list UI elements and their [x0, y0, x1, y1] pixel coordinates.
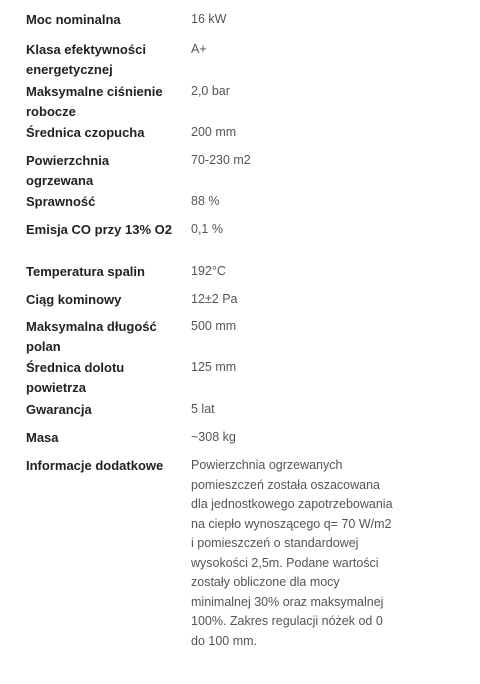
spec-value: 2,0 bar: [191, 84, 230, 98]
spec-value: ~308 kg: [191, 430, 236, 444]
spec-label: Średnica dolotu powietrza: [26, 360, 125, 395]
spec-value: 88 %: [191, 194, 220, 208]
spec-value: A+: [191, 42, 207, 56]
spec-label: Emisja CO przy 13% O2: [26, 222, 172, 237]
spec-value: 12±2 Pa: [191, 292, 238, 306]
spec-label: Masa: [26, 430, 59, 445]
spec-label: Średnica czopucha: [26, 125, 145, 140]
spec-label: Klasa efektywności energetycznej: [26, 42, 146, 77]
spec-value: Powierzchnia ogrzewanych pomieszczeń została oszacowana dla jednostkowego zapotrzebowania na ciepło wynoszącego q= 70 W/m2 i pomieszczeń o standardowej wysokości 2,5m. Podane wartości zostały obliczone dla mocy minimalnej 30% oraz maksymalnej 100%. Zakres regulacji nóżek od 0 do 100 mm.: [191, 458, 393, 648]
spec-value: 5 lat: [191, 402, 215, 416]
spec-label: Informacje dodatkowe: [26, 458, 164, 473]
spec-value: 0,1 %: [191, 222, 223, 236]
spec-value: 16 kW: [191, 12, 227, 26]
spec-label: Sprawność: [26, 194, 96, 209]
spec-value: 70-230 m2: [191, 153, 251, 167]
spec-label: Moc nominalna: [26, 12, 121, 27]
spec-value: 125 mm: [191, 360, 237, 374]
spec-value: 200 mm: [191, 125, 237, 139]
spec-label: Maksymalne ciśnienie robocze: [26, 84, 163, 119]
spec-value: 192°C: [191, 264, 226, 278]
spec-label: Gwarancja: [26, 402, 92, 417]
spec-label: Temperatura spalin: [26, 264, 145, 279]
spec-label: Maksymalna długość polan: [26, 319, 157, 354]
spec-label: Ciąg kominowy: [26, 292, 122, 307]
spec-label: Powierzchnia ogrzewana: [26, 153, 110, 188]
spec-value: 500 mm: [191, 319, 237, 333]
